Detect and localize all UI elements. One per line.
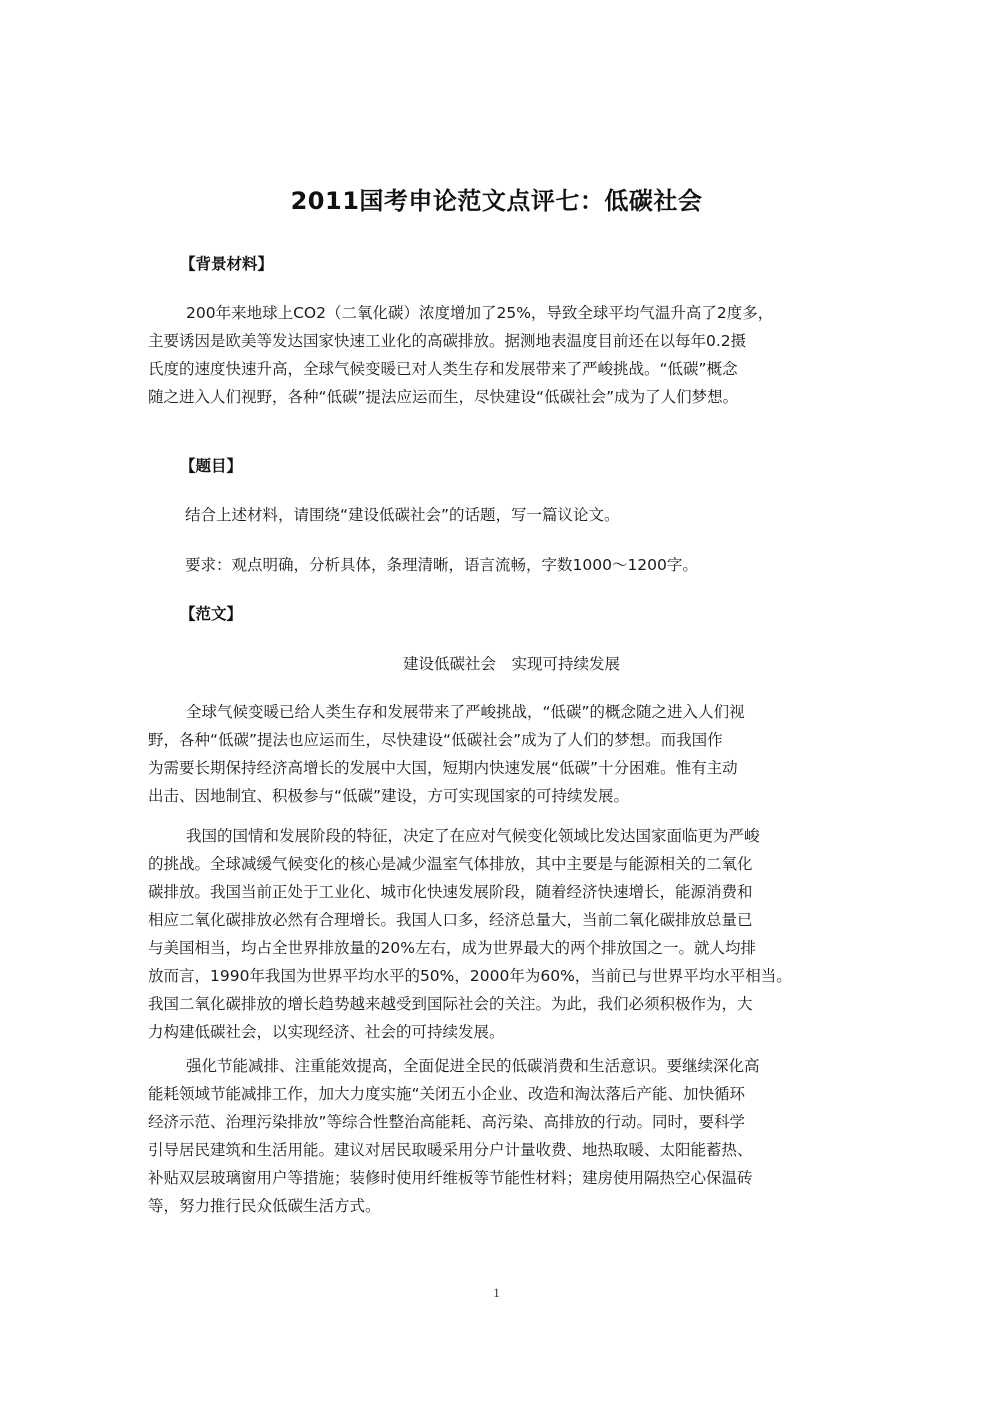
paragraph-line: 与美国相当，均占全世界排放量的20%左右，成为世界最大的两个排放国之一。就人均排: [148, 939, 756, 957]
document-title: 2011国考申论范文点评七：低碳社会: [290, 187, 703, 215]
paragraph-line: 经济示范、治理污染排放”等综合性整治高能耗、高污染、高排放的行动。同时，要科学: [148, 1113, 746, 1131]
paragraph-line: 全球气候变暖已给人类生存和发展带来了严峻挑战，“低碳”的概念随之进入人们视: [186, 703, 745, 721]
paragraph-line: 引导居民建筑和生活用能。建议对居民取暖采用分户计量收费、地热取暖、太阳能蓄热、: [148, 1141, 753, 1159]
background-paragraph: [148, 299, 848, 411]
page-number: 1: [493, 1285, 500, 1300]
paragraph-line: 相应二氧化碳排放必然有合理增长。我国人口多，经济总量大，当前二氧化碳排放总量已: [148, 911, 753, 929]
paragraph-line: 为需要长期保持经济高增长的发展中大国，短期内快速发展“低碳”十分困难。惟有主动: [148, 759, 738, 777]
paragraph-line: 氏度的速度快速升高，全球气候变暖已对人类生存和发展带来了严峻挑战。“低碳”概念: [148, 360, 738, 378]
paragraph-line: 放而言，1990年我国为世界平均水平的50%，2000年为60%，当前已与世界平均水平相当。: [148, 967, 792, 985]
essay-paragraph-2: [148, 822, 848, 1046]
paragraph-line: 能耗领域节能减排工作，加大力度实施“关闭五小企业、改造和淘汰落后产能、加快循环: [148, 1085, 746, 1103]
paragraph-line: 力构建低碳社会，以实现经济、社会的可持续发展。: [148, 1023, 505, 1041]
question-prompt: 结合上述材料，请围绕“建设低碳社会”的话题，写一篇议论文。: [185, 506, 620, 524]
paragraph-line: 出击、因地制宜、积极参与“低碳”建设，方可实现国家的可持续发展。: [148, 787, 630, 805]
question-requirement: 要求：观点明确，分析具体，条理清晰，语言流畅，字数1000～1200字。: [185, 556, 698, 574]
essay-paragraph-1: [148, 698, 848, 810]
paragraph-line: 强化节能减排、注重能效提高，全面促进全民的低碳消费和生活意识。要继续深化高: [186, 1057, 760, 1075]
paragraph-line: 我国的国情和发展阶段的特征，决定了在应对气候变化领域比发达国家面临更为严峻: [186, 827, 760, 845]
essay-subtitle: 建设低碳社会 实现可持续发展: [402, 655, 620, 673]
paragraph-line: 随之进入人们视野，各种“低碳”提法应运而生，尽快建设“低碳社会”成为了人们梦想。: [148, 388, 739, 406]
essay-paragraph-3: [148, 1052, 848, 1220]
paragraph-line: 等，努力推行民众低碳生活方式。: [148, 1197, 381, 1215]
paragraph-line: 碳排放。我国当前正处于工业化、城市化快速发展阶段，随着经济快速增长，能源消费和: [148, 883, 753, 901]
paragraph-line: 200年来地球上CO2（二氧化碳）浓度增加了25%，导致全球平均气温升高了2度多，: [186, 304, 774, 322]
question-heading: 【题目】: [180, 457, 243, 475]
background-heading: 【背景材料】: [180, 255, 274, 273]
paragraph-line: 我国二氧化碳排放的增长趋势越来越受到国际社会的关注。为此，我们必须积极作为，大: [148, 995, 753, 1013]
paragraph-line: 的挑战。全球减缓气候变化的核心是减少温室气体排放，其中主要是与能源相关的二氧化: [148, 855, 753, 873]
paragraph-line: 主要诱因是欧美等发达国家快速工业化的高碳排放。据测地表温度目前还在以每年0.2摄: [148, 332, 747, 350]
essay-heading: 【范文】: [180, 605, 243, 623]
paragraph-line: 补贴双层玻璃窗用户等措施；装修时使用纤维板等节能性材料；建房使用隔热空心保温砖: [148, 1169, 753, 1187]
paragraph-line: 野，各种“低碳”提法也应运而生，尽快建设“低碳社会”成为了人们的梦想。而我国作: [148, 731, 723, 749]
